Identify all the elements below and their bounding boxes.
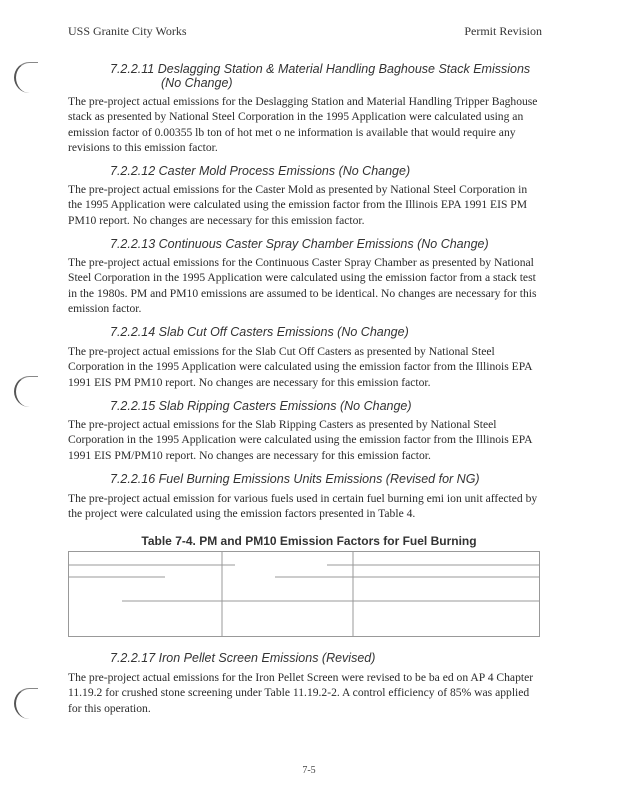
section-heading: 7.2.2.12 Caster Mold Process Emissions (No Change)	[110, 164, 411, 178]
table-title: Table 7-4. PM and PM10 Emission Factors for Fuel Burning	[141, 534, 477, 548]
section-heading-cont: (No Change)	[161, 76, 233, 90]
section-body: The pre-project actual emission for various fuels used in certain fuel burning emi ion unit affected by the project were calculated using the emission factors presented in Table 4.	[68, 492, 538, 521]
header-left: USS Granite City Works	[68, 24, 187, 38]
table-border	[69, 552, 540, 637]
section-body: The pre-project actual emissions for the Slab Ripping Casters as presented by National Steel Corporation in the 1995 Application were calculated using the emission factor from the Illinois EPA 1991 EIS PM/PM10 report. No changes are necessary for this emission factor.	[68, 418, 532, 462]
section-heading: 7.2.2.17 Iron Pellet Screen Emissions (Revised)	[110, 651, 376, 665]
section-heading: 7.2.2.13 Continuous Caster Spray Chamber Emissions (No Change)	[110, 237, 489, 251]
section-heading: 7.2.2.14 Slab Cut Off Casters Emissions (No Change)	[110, 325, 409, 339]
section-heading: 7.2.2.15 Slab Ripping Casters Emissions (No Change)	[110, 399, 412, 413]
section-heading: 7.2.2.11 Deslagging Station & Material Handling Baghouse Stack Emissions	[110, 62, 531, 76]
section-heading: 7.2.2.16 Fuel Burning Emissions Units Emissions (Revised for NG)	[110, 472, 480, 486]
section-body: The pre-project actual emissions for the Caster Mold as presented by National Steel Corporation in the 1995 Application were calculated using the emission factor from the Illinois EPA 1991 EIS PM PM10 report. No changes are necessary for this emission factor.	[68, 183, 528, 227]
section-body: The pre-project actual emissions for the Deslagging Station and Material Handling Tripper Baghouse stack as presented by National Steel Corporation in the 1995 Application were calculated using an emission factor of 0.00355 lb ton of hot met o ne information is available that would require any revisions to this emission factor.	[68, 95, 538, 154]
page-number: 7-5	[302, 765, 316, 776]
header-right: Permit Revision	[464, 24, 542, 38]
section-body: The pre-project actual emissions for the Slab Cut Off Casters as presented by National Steel Corporation in the 1995 Application were calculated using the emission factor from the Illinois EPA 1991 EIS PM PM10 report. No changes are necessary for this emission factor.	[68, 345, 532, 389]
section-body: The pre-project actual emissions for the Continuous Caster Spray Chamber as presented by National Steel Corporation in the 1995 Application were calculated using the emission factor from a stack test in the 1980s. PM and PM10 emissions are assumed to be identical. No changes are necessary for this emission factor.	[68, 256, 537, 315]
section-body: The pre-project actual emissions for the Iron Pellet Screen were revised to be ba ed on AP 4 Chapter 11.19.2 for crushed stone screening under Table 11.19.2-2. A control efficiency of 85% was applied for this operation.	[68, 671, 534, 715]
